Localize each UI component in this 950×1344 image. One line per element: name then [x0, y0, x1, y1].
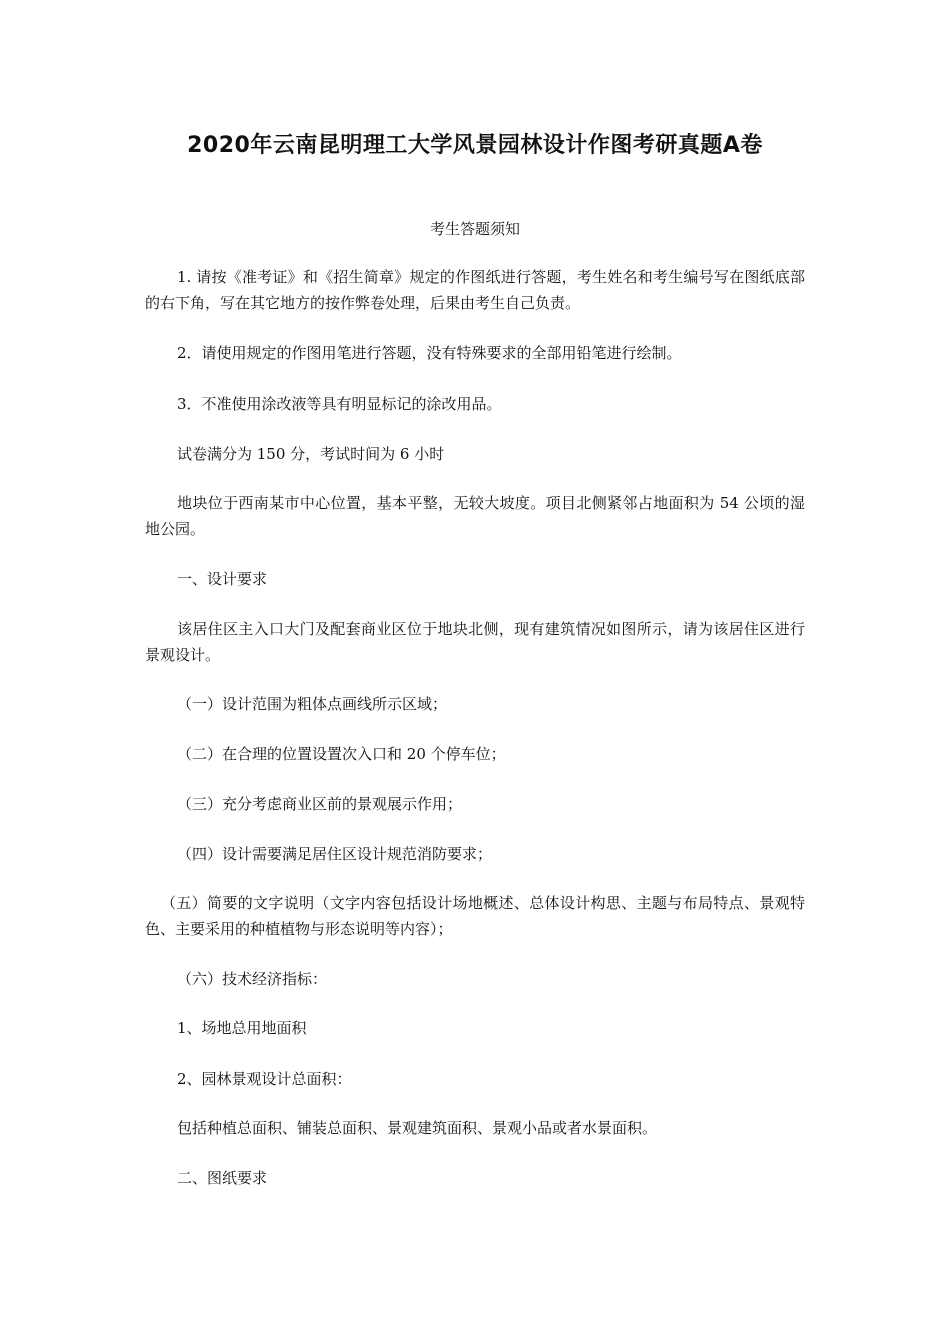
paragraph-site-description: 地块位于西南某市中心位置，基本平整，无较大坡度。项目北侧紧邻占地面积为 54 公顷的湿地公园。	[145, 494, 805, 538]
paragraph-area-details: 包括种植总面积、铺装总面积、景观建筑面积、景观小品或者水景面积。	[177, 1119, 658, 1137]
paragraph-rule-2: 2．请使用规定的作图用笔进行答题，没有特殊要求的全部用铅笔进行绘制。	[177, 344, 682, 362]
list-item-indicator-2: 2、园林景观设计总面积：	[177, 1070, 352, 1088]
paragraph-rule-3: 3．不准使用涂改液等具有明显标记的涂改用品。	[177, 395, 502, 413]
paragraph-design-task: 该居住区主入口大门及配套商业区位于地块北侧，现有建筑情况如图所示，请为该居住区进行景观设计。	[145, 620, 805, 664]
list-item-requirement-4: （四）设计需要满足居住区设计规范消防要求；	[177, 845, 493, 863]
notice-heading: 考生答题须知	[429, 220, 520, 238]
section-heading-drawing-requirements: 二、图纸要求	[177, 1169, 268, 1187]
list-item-requirement-3: （三）充分考虑商业区前的景观展示作用；	[177, 795, 463, 813]
section-heading-design-requirements: 一、设计要求	[177, 570, 268, 588]
list-item-requirement-6: （六）技术经济指标：	[177, 970, 328, 988]
paragraph-rule-1: 1. 请按《准考证》和《招生简章》规定的作图纸进行答题，考生姓名和考生编号写在图纸底部的右下角，写在其它地方的按作弊卷处理，后果由考生自己负责。	[145, 268, 805, 312]
document-title: 2020年云南昆明理工大学风景园林设计作图考研真题A卷	[187, 133, 763, 158]
list-item-requirement-2: （二）在合理的位置设置次入口和 20 个停车位；	[177, 745, 506, 763]
paragraph-exam-info: 试卷满分为 150 分，考试时间为 6 小时	[177, 445, 445, 463]
list-item-indicator-1: 1、场地总用地面积	[177, 1019, 307, 1037]
list-item-requirement-1: （一）设计范围为粗体点画线所示区域；	[177, 695, 448, 713]
list-item-requirement-5: （五）简要的文字说明（文字内容包括设计场地概述、总体设计构思、主题与布局特点、景观特色、主要采用的种植植物与形态说明等内容）；	[145, 894, 805, 938]
